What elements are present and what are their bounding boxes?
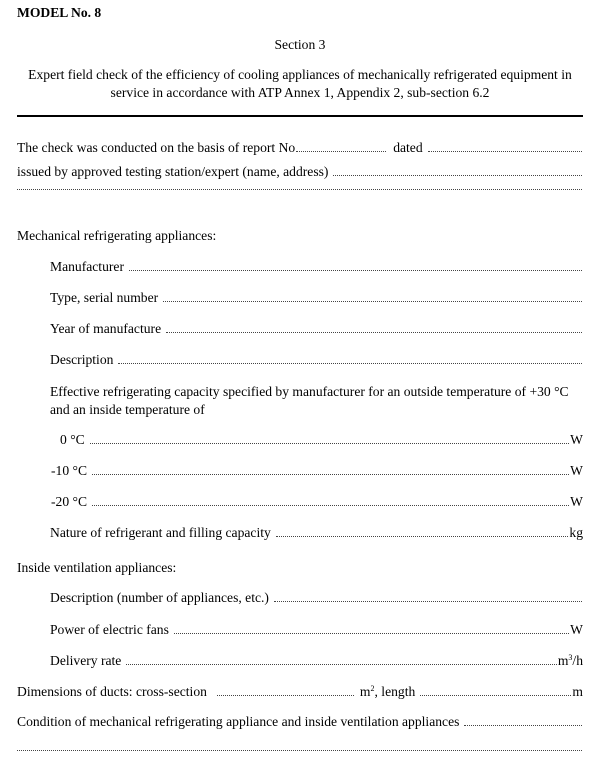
- unit-exponent: 3: [568, 653, 573, 662]
- manufacturer-line: [50, 259, 583, 275]
- capacity-text: Effective refrigerating capacity specified by manufacturer for an outside temperature of +30 °C and an inside temperature of: [50, 384, 569, 417]
- ventilation-description-label: Description (number of appliances, etc.): [50, 590, 269, 605]
- refrigerant-unit: kg: [569, 525, 583, 540]
- section-title: Section 3: [274, 37, 326, 52]
- length-label: , length: [374, 684, 416, 699]
- report-number-line: [17, 140, 583, 156]
- temp-label: -20 °C: [51, 494, 88, 509]
- issued-by-field[interactable]: [333, 174, 582, 176]
- type-serial-field[interactable]: [163, 300, 582, 302]
- issued-by-continuation: [17, 188, 583, 194]
- temp-unit: W: [570, 463, 583, 478]
- ducts-label: Dimensions of ducts: cross-section: [17, 684, 207, 699]
- temp-label: 0 °C: [60, 432, 85, 447]
- delivery-line: [50, 653, 583, 669]
- ducts-line: [17, 684, 583, 700]
- condition-field[interactable]: [464, 724, 582, 726]
- temp-field[interactable]: [92, 504, 569, 506]
- type-serial-line: [50, 290, 583, 306]
- year-line: [50, 321, 583, 337]
- document-subtitle-line1: Expert field check of the efficiency of cooling appliances of mechanically refrigerated equipment in: [28, 67, 572, 82]
- length-field[interactable]: [420, 694, 571, 696]
- year-label: Year of manufacture: [50, 321, 162, 336]
- report-number-field[interactable]: [296, 150, 386, 152]
- temp-field[interactable]: [92, 473, 569, 475]
- unit-exponent: 2: [370, 684, 375, 693]
- temp-field[interactable]: [90, 442, 569, 444]
- length-unit: m: [572, 684, 583, 699]
- dated-label: dated: [393, 140, 423, 155]
- fans-line: [50, 622, 583, 638]
- document-subtitle-line2: service in accordance with ATP Annex 1, Appendix 2, sub-section 6.2: [110, 85, 490, 100]
- fans-label: Power of electric fans: [50, 622, 169, 637]
- issued-by-label: issued by approved testing station/expert (name, address): [17, 164, 329, 179]
- mechanical-heading: Mechanical refrigerating appliances:: [17, 228, 217, 243]
- ventilation-description-field[interactable]: [274, 600, 582, 602]
- temp-label: -10 °C: [51, 463, 88, 478]
- temp-unit: W: [570, 432, 583, 447]
- fans-unit: W: [570, 622, 583, 637]
- ventilation-description-line: [50, 590, 583, 606]
- temp-line-10: [51, 463, 583, 479]
- description-field[interactable]: [118, 362, 582, 364]
- divider: [17, 115, 583, 117]
- description-label: Description: [50, 352, 114, 367]
- model-number: MODEL No. 8: [17, 5, 102, 20]
- manufacturer-label: Manufacturer: [50, 259, 124, 274]
- delivery-label: Delivery rate: [50, 653, 122, 668]
- ventilation-heading: Inside ventilation appliances:: [17, 560, 177, 575]
- condition-line: [17, 714, 583, 730]
- refrigerant-field[interactable]: [276, 535, 569, 537]
- delivery-field[interactable]: [126, 663, 557, 665]
- unit-tail: /h: [572, 653, 583, 668]
- area-unit: [360, 684, 375, 700]
- unit-base: m: [557, 653, 569, 668]
- temp-unit: W: [570, 494, 583, 509]
- unit-base: m: [359, 684, 371, 699]
- type-serial-label: Type, serial number: [50, 290, 159, 305]
- description-line: [50, 352, 583, 368]
- manufacturer-field[interactable]: [129, 269, 582, 271]
- temp-line-0: [60, 432, 583, 448]
- year-field[interactable]: [166, 331, 582, 333]
- issued-by-field-2[interactable]: [17, 188, 582, 190]
- condition-continuation: [17, 749, 583, 755]
- fans-field[interactable]: [174, 632, 569, 634]
- condition-field-2[interactable]: [17, 749, 582, 751]
- condition-label: Condition of mechanical refrigerating appliance and inside ventilation appliances: [17, 714, 460, 729]
- refrigerant-line: [50, 525, 583, 541]
- dated-field[interactable]: [428, 150, 582, 152]
- refrigerant-label: Nature of refrigerant and filling capacity: [50, 525, 271, 540]
- cross-section-field[interactable]: [217, 694, 354, 696]
- temp-line-20: [51, 494, 583, 510]
- delivery-unit: [558, 653, 583, 669]
- issued-by-line: [17, 164, 583, 180]
- report-number-label: The check was conducted on the basis of report No: [17, 140, 296, 155]
